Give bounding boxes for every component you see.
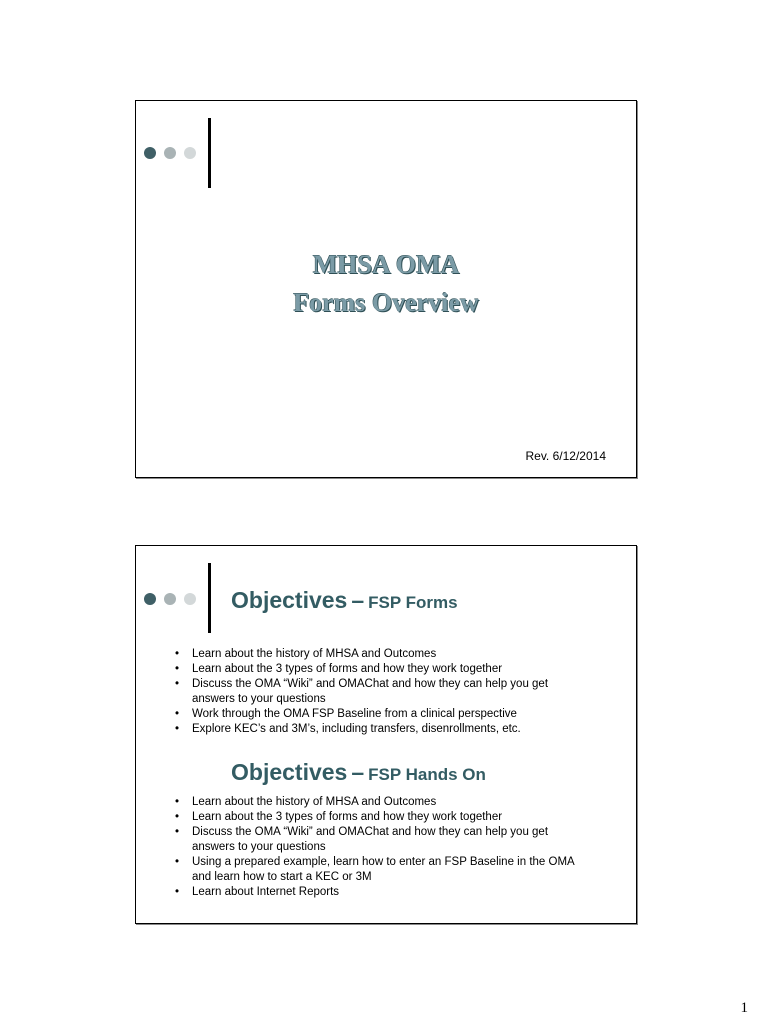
dot-medium [164,147,176,159]
list-item: • Using a prepared example, learn how to enter an FSP Baseline in the OMA and learn how to start a KEC or 3M [172,855,592,885]
heading-main: Objectives [231,587,348,613]
list-item: • Learn about the 3 types of forms and how they work together [172,810,592,825]
title-line-2: Forms Overview [293,288,479,317]
objectives-fsp-forms-heading [231,587,458,614]
list-item: • Learn about the history of MHSA and Outcomes [172,647,592,662]
heading-dash: – [351,759,365,785]
heading-main: Objectives [231,759,348,785]
objectives-slide [135,545,637,924]
list-item: • Discuss the OMA “Wiki” and OMAChat and how they can help you get answers to your questions [172,825,592,855]
vertical-divider [208,118,211,188]
dot-dark [144,593,156,605]
heading-dash: – [351,587,365,613]
dot-light [184,593,196,605]
objectives-hands-on-heading [231,759,486,786]
list-item: • Learn about the history of MHSA and Outcomes [172,795,592,810]
slide-dots-decoration [144,593,196,605]
title-slide [135,100,637,478]
title-line-1: MHSA OMA [312,250,460,279]
list-item: • Explore KEC’s and 3M’s, including transfers, disenrollments, etc. [172,722,592,737]
dot-light [184,147,196,159]
objectives-hands-on-list [172,795,592,900]
dot-medium [164,593,176,605]
page-number: 1 [740,1000,748,1016]
revision-date: Rev. 6/12/2014 [525,449,606,463]
list-item: • Learn about the 3 types of forms and how they work together [172,662,592,677]
slide-dots-decoration [144,147,196,159]
list-item: • Discuss the OMA “Wiki” and OMAChat and how they can help you get answers to your questions [172,677,592,707]
heading-sub: FSP Forms [368,593,458,612]
vertical-divider [208,563,211,633]
list-item: • Learn about Internet Reports [172,885,592,900]
dot-dark [144,147,156,159]
slide-title [136,246,636,322]
heading-sub: FSP Hands On [368,765,486,784]
objectives-fsp-forms-list [172,647,592,737]
list-item: • Work through the OMA FSP Baseline from a clinical perspective [172,707,592,722]
